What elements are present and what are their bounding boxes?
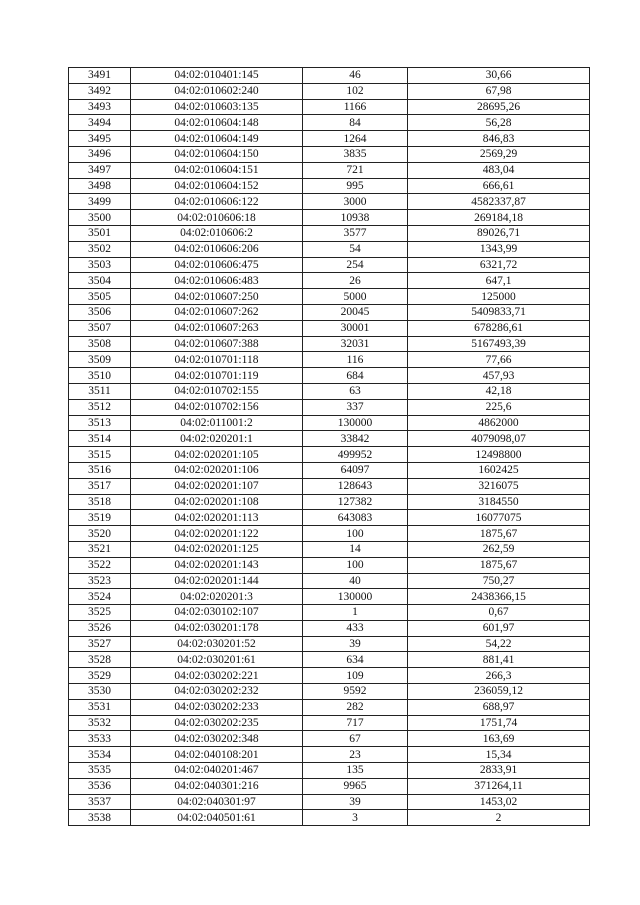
row-number-cell: 3534 xyxy=(69,747,131,763)
row-number-cell: 3497 xyxy=(69,162,131,178)
table-row xyxy=(69,684,590,700)
row-number-cell: 3516 xyxy=(69,462,131,478)
row-number-cell: 3508 xyxy=(69,336,131,352)
value-cell: 269184,18 xyxy=(408,210,590,226)
area-cell: 30001 xyxy=(303,320,408,336)
table-row xyxy=(69,636,590,652)
table-body xyxy=(69,68,590,826)
table-row xyxy=(69,131,590,147)
value-cell: 28695,26 xyxy=(408,99,590,115)
row-number-cell: 3500 xyxy=(69,210,131,226)
area-cell: 10938 xyxy=(303,210,408,226)
value-cell: 601,97 xyxy=(408,620,590,636)
row-number-cell: 3498 xyxy=(69,178,131,194)
row-number-cell: 3535 xyxy=(69,763,131,779)
table-row xyxy=(69,68,590,84)
row-number-cell: 3507 xyxy=(69,320,131,336)
table-row xyxy=(69,589,590,605)
area-cell: 46 xyxy=(303,68,408,84)
cadastral-number-cell: 04:02:020201:106 xyxy=(131,462,303,478)
table-row xyxy=(69,794,590,810)
cadastral-number-cell: 04:02:010604:152 xyxy=(131,178,303,194)
row-number-cell: 3526 xyxy=(69,620,131,636)
value-cell: 647,1 xyxy=(408,273,590,289)
area-cell: 39 xyxy=(303,636,408,652)
cadastral-number-cell: 04:02:010702:156 xyxy=(131,399,303,415)
row-number-cell: 3522 xyxy=(69,557,131,573)
area-cell: 433 xyxy=(303,620,408,636)
area-cell: 40 xyxy=(303,573,408,589)
value-cell: 225,6 xyxy=(408,399,590,415)
table-row xyxy=(69,763,590,779)
cadastral-number-cell: 04:02:020201:143 xyxy=(131,557,303,573)
table-row xyxy=(69,778,590,794)
table-row xyxy=(69,320,590,336)
area-cell: 135 xyxy=(303,763,408,779)
area-cell: 23 xyxy=(303,747,408,763)
area-cell: 995 xyxy=(303,178,408,194)
area-cell: 684 xyxy=(303,368,408,384)
value-cell: 1453,02 xyxy=(408,794,590,810)
cadastral-number-cell: 04:02:020201:113 xyxy=(131,510,303,526)
area-cell: 54 xyxy=(303,241,408,257)
value-cell: 89026,71 xyxy=(408,225,590,241)
row-number-cell: 3514 xyxy=(69,431,131,447)
row-number-cell: 3533 xyxy=(69,731,131,747)
row-number-cell: 3532 xyxy=(69,715,131,731)
cadastral-number-cell: 04:02:010604:148 xyxy=(131,115,303,131)
cadastral-number-cell: 04:02:010607:263 xyxy=(131,320,303,336)
cadastral-number-cell: 04:02:040201:467 xyxy=(131,763,303,779)
value-cell: 236059,12 xyxy=(408,684,590,700)
cadastral-number-cell: 04:02:040108:201 xyxy=(131,747,303,763)
row-number-cell: 3523 xyxy=(69,573,131,589)
table-row xyxy=(69,194,590,210)
value-cell: 457,93 xyxy=(408,368,590,384)
area-cell: 634 xyxy=(303,652,408,668)
table-row xyxy=(69,526,590,542)
row-number-cell: 3510 xyxy=(69,368,131,384)
value-cell: 666,61 xyxy=(408,178,590,194)
row-number-cell: 3524 xyxy=(69,589,131,605)
value-cell: 3216075 xyxy=(408,478,590,494)
cadastral-number-cell: 04:02:030201:178 xyxy=(131,620,303,636)
row-number-cell: 3491 xyxy=(69,68,131,84)
row-number-cell: 3515 xyxy=(69,447,131,463)
cadastral-number-cell: 04:02:010702:155 xyxy=(131,383,303,399)
row-number-cell: 3509 xyxy=(69,352,131,368)
row-number-cell: 3494 xyxy=(69,115,131,131)
area-cell: 3577 xyxy=(303,225,408,241)
area-cell: 64097 xyxy=(303,462,408,478)
cadastral-number-cell: 04:02:010606:483 xyxy=(131,273,303,289)
area-cell: 130000 xyxy=(303,415,408,431)
row-number-cell: 3528 xyxy=(69,652,131,668)
area-cell: 5000 xyxy=(303,289,408,305)
value-cell: 15,34 xyxy=(408,747,590,763)
cadastral-number-cell: 04:02:010606:206 xyxy=(131,241,303,257)
area-cell: 39 xyxy=(303,794,408,810)
cadastral-number-cell: 04:02:020201:125 xyxy=(131,541,303,557)
table-row xyxy=(69,368,590,384)
value-cell: 2833,91 xyxy=(408,763,590,779)
row-number-cell: 3502 xyxy=(69,241,131,257)
area-cell: 9592 xyxy=(303,684,408,700)
table-row xyxy=(69,352,590,368)
table-row xyxy=(69,573,590,589)
area-cell: 1166 xyxy=(303,99,408,115)
row-number-cell: 3537 xyxy=(69,794,131,810)
value-cell: 1602425 xyxy=(408,462,590,478)
table-row xyxy=(69,83,590,99)
cadastral-number-cell: 04:02:030202:232 xyxy=(131,684,303,700)
cadastral-number-cell: 04:02:010603:135 xyxy=(131,99,303,115)
row-number-cell: 3503 xyxy=(69,257,131,273)
area-cell: 100 xyxy=(303,526,408,542)
value-cell: 6321,72 xyxy=(408,257,590,273)
area-cell: 643083 xyxy=(303,510,408,526)
area-cell: 84 xyxy=(303,115,408,131)
row-number-cell: 3506 xyxy=(69,304,131,320)
table-row xyxy=(69,415,590,431)
cadastral-number-cell: 04:02:040301:216 xyxy=(131,778,303,794)
cadastral-number-cell: 04:02:010607:262 xyxy=(131,304,303,320)
row-number-cell: 3530 xyxy=(69,684,131,700)
table-row xyxy=(69,447,590,463)
cadastral-number-cell: 04:02:020201:3 xyxy=(131,589,303,605)
area-cell: 14 xyxy=(303,541,408,557)
cadastral-number-cell: 04:02:030202:235 xyxy=(131,715,303,731)
value-cell: 4079098,07 xyxy=(408,431,590,447)
cadastral-number-cell: 04:02:030202:233 xyxy=(131,699,303,715)
row-number-cell: 3496 xyxy=(69,146,131,162)
table-row xyxy=(69,715,590,731)
row-number-cell: 3493 xyxy=(69,99,131,115)
table-row xyxy=(69,699,590,715)
area-cell: 63 xyxy=(303,383,408,399)
value-cell: 846,83 xyxy=(408,131,590,147)
value-cell: 56,28 xyxy=(408,115,590,131)
value-cell: 1875,67 xyxy=(408,557,590,573)
row-number-cell: 3512 xyxy=(69,399,131,415)
cadastral-number-cell: 04:02:020201:122 xyxy=(131,526,303,542)
row-number-cell: 3521 xyxy=(69,541,131,557)
value-cell: 678286,61 xyxy=(408,320,590,336)
area-cell: 1264 xyxy=(303,131,408,147)
row-number-cell: 3501 xyxy=(69,225,131,241)
value-cell: 67,98 xyxy=(408,83,590,99)
table-row xyxy=(69,289,590,305)
value-cell: 4582337,87 xyxy=(408,194,590,210)
value-cell: 12498800 xyxy=(408,447,590,463)
value-cell: 1751,74 xyxy=(408,715,590,731)
value-cell: 54,22 xyxy=(408,636,590,652)
row-number-cell: 3538 xyxy=(69,810,131,826)
area-cell: 282 xyxy=(303,699,408,715)
table-row xyxy=(69,115,590,131)
cadastral-number-cell: 04:02:010701:118 xyxy=(131,352,303,368)
row-number-cell: 3513 xyxy=(69,415,131,431)
area-cell: 3 xyxy=(303,810,408,826)
value-cell: 5167493,39 xyxy=(408,336,590,352)
table-row xyxy=(69,146,590,162)
value-cell: 163,69 xyxy=(408,731,590,747)
table-row xyxy=(69,605,590,621)
row-number-cell: 3492 xyxy=(69,83,131,99)
table-row xyxy=(69,478,590,494)
row-number-cell: 3511 xyxy=(69,383,131,399)
row-number-cell: 3518 xyxy=(69,494,131,510)
value-cell: 16077075 xyxy=(408,510,590,526)
cadastral-number-cell: 04:02:030201:61 xyxy=(131,652,303,668)
table-row xyxy=(69,510,590,526)
cadastral-number-cell: 04:02:010604:151 xyxy=(131,162,303,178)
area-cell: 1 xyxy=(303,605,408,621)
table-row xyxy=(69,273,590,289)
cadastral-number-cell: 04:02:010604:150 xyxy=(131,146,303,162)
cadastral-number-cell: 04:02:040301:97 xyxy=(131,794,303,810)
value-cell: 750,27 xyxy=(408,573,590,589)
table-row xyxy=(69,162,590,178)
area-cell: 499952 xyxy=(303,447,408,463)
table-row xyxy=(69,747,590,763)
cadastral-number-cell: 04:02:010607:388 xyxy=(131,336,303,352)
value-cell: 0,67 xyxy=(408,605,590,621)
row-number-cell: 3519 xyxy=(69,510,131,526)
area-cell: 67 xyxy=(303,731,408,747)
table-row xyxy=(69,620,590,636)
cadastral-number-cell: 04:02:010607:250 xyxy=(131,289,303,305)
table-row xyxy=(69,336,590,352)
area-cell: 128643 xyxy=(303,478,408,494)
row-number-cell: 3517 xyxy=(69,478,131,494)
table-row xyxy=(69,652,590,668)
cadastral-number-cell: 04:02:010606:2 xyxy=(131,225,303,241)
value-cell: 2438366,15 xyxy=(408,589,590,605)
table-row xyxy=(69,178,590,194)
area-cell: 721 xyxy=(303,162,408,178)
row-number-cell: 3499 xyxy=(69,194,131,210)
cadastral-number-cell: 04:02:010604:149 xyxy=(131,131,303,147)
cadastral-number-cell: 04:02:020201:144 xyxy=(131,573,303,589)
table-row xyxy=(69,668,590,684)
row-number-cell: 3505 xyxy=(69,289,131,305)
cadastral-number-cell: 04:02:030202:348 xyxy=(131,731,303,747)
table-row xyxy=(69,304,590,320)
area-cell: 26 xyxy=(303,273,408,289)
area-cell: 102 xyxy=(303,83,408,99)
value-cell: 262,59 xyxy=(408,541,590,557)
row-number-cell: 3495 xyxy=(69,131,131,147)
value-cell: 30,66 xyxy=(408,68,590,84)
cadastral-number-cell: 04:02:010401:145 xyxy=(131,68,303,84)
table-row xyxy=(69,241,590,257)
table-row xyxy=(69,494,590,510)
value-cell: 2569,29 xyxy=(408,146,590,162)
area-cell: 100 xyxy=(303,557,408,573)
value-cell: 1875,67 xyxy=(408,526,590,542)
row-number-cell: 3529 xyxy=(69,668,131,684)
table-row xyxy=(69,462,590,478)
table-row xyxy=(69,399,590,415)
table-row xyxy=(69,810,590,826)
cadastral-table xyxy=(68,67,590,826)
row-number-cell: 3531 xyxy=(69,699,131,715)
area-cell: 20045 xyxy=(303,304,408,320)
value-cell: 881,41 xyxy=(408,652,590,668)
table-row xyxy=(69,431,590,447)
value-cell: 2 xyxy=(408,810,590,826)
value-cell: 371264,11 xyxy=(408,778,590,794)
cadastral-number-cell: 04:02:010606:18 xyxy=(131,210,303,226)
area-cell: 109 xyxy=(303,668,408,684)
area-cell: 127382 xyxy=(303,494,408,510)
value-cell: 4862000 xyxy=(408,415,590,431)
area-cell: 717 xyxy=(303,715,408,731)
row-number-cell: 3520 xyxy=(69,526,131,542)
value-cell: 1343,99 xyxy=(408,241,590,257)
area-cell: 116 xyxy=(303,352,408,368)
area-cell: 3835 xyxy=(303,146,408,162)
row-number-cell: 3504 xyxy=(69,273,131,289)
area-cell: 33842 xyxy=(303,431,408,447)
cadastral-number-cell: 04:02:010701:119 xyxy=(131,368,303,384)
value-cell: 125000 xyxy=(408,289,590,305)
cadastral-number-cell: 04:02:020201:1 xyxy=(131,431,303,447)
value-cell: 688,97 xyxy=(408,699,590,715)
cadastral-number-cell: 04:02:030202:221 xyxy=(131,668,303,684)
area-cell: 337 xyxy=(303,399,408,415)
cadastral-number-cell: 04:02:020201:108 xyxy=(131,494,303,510)
area-cell: 32031 xyxy=(303,336,408,352)
table-row xyxy=(69,383,590,399)
area-cell: 130000 xyxy=(303,589,408,605)
value-cell: 77,66 xyxy=(408,352,590,368)
area-cell: 254 xyxy=(303,257,408,273)
value-cell: 266,3 xyxy=(408,668,590,684)
cadastral-number-cell: 04:02:020201:105 xyxy=(131,447,303,463)
value-cell: 3184550 xyxy=(408,494,590,510)
value-cell: 483,04 xyxy=(408,162,590,178)
value-cell: 5409833,71 xyxy=(408,304,590,320)
table-row xyxy=(69,557,590,573)
cadastral-number-cell: 04:02:030201:52 xyxy=(131,636,303,652)
row-number-cell: 3525 xyxy=(69,605,131,621)
cadastral-number-cell: 04:02:040501:61 xyxy=(131,810,303,826)
table-row xyxy=(69,541,590,557)
value-cell: 42,18 xyxy=(408,383,590,399)
table-row xyxy=(69,731,590,747)
table-row xyxy=(69,99,590,115)
cadastral-number-cell: 04:02:010606:122 xyxy=(131,194,303,210)
cadastral-number-cell: 04:02:011001:2 xyxy=(131,415,303,431)
table-row xyxy=(69,257,590,273)
table-row xyxy=(69,210,590,226)
cadastral-number-cell: 04:02:030102:107 xyxy=(131,605,303,621)
area-cell: 3000 xyxy=(303,194,408,210)
row-number-cell: 3536 xyxy=(69,778,131,794)
cadastral-number-cell: 04:02:010602:240 xyxy=(131,83,303,99)
cadastral-number-cell: 04:02:010606:475 xyxy=(131,257,303,273)
area-cell: 9965 xyxy=(303,778,408,794)
table-row xyxy=(69,225,590,241)
row-number-cell: 3527 xyxy=(69,636,131,652)
cadastral-number-cell: 04:02:020201:107 xyxy=(131,478,303,494)
